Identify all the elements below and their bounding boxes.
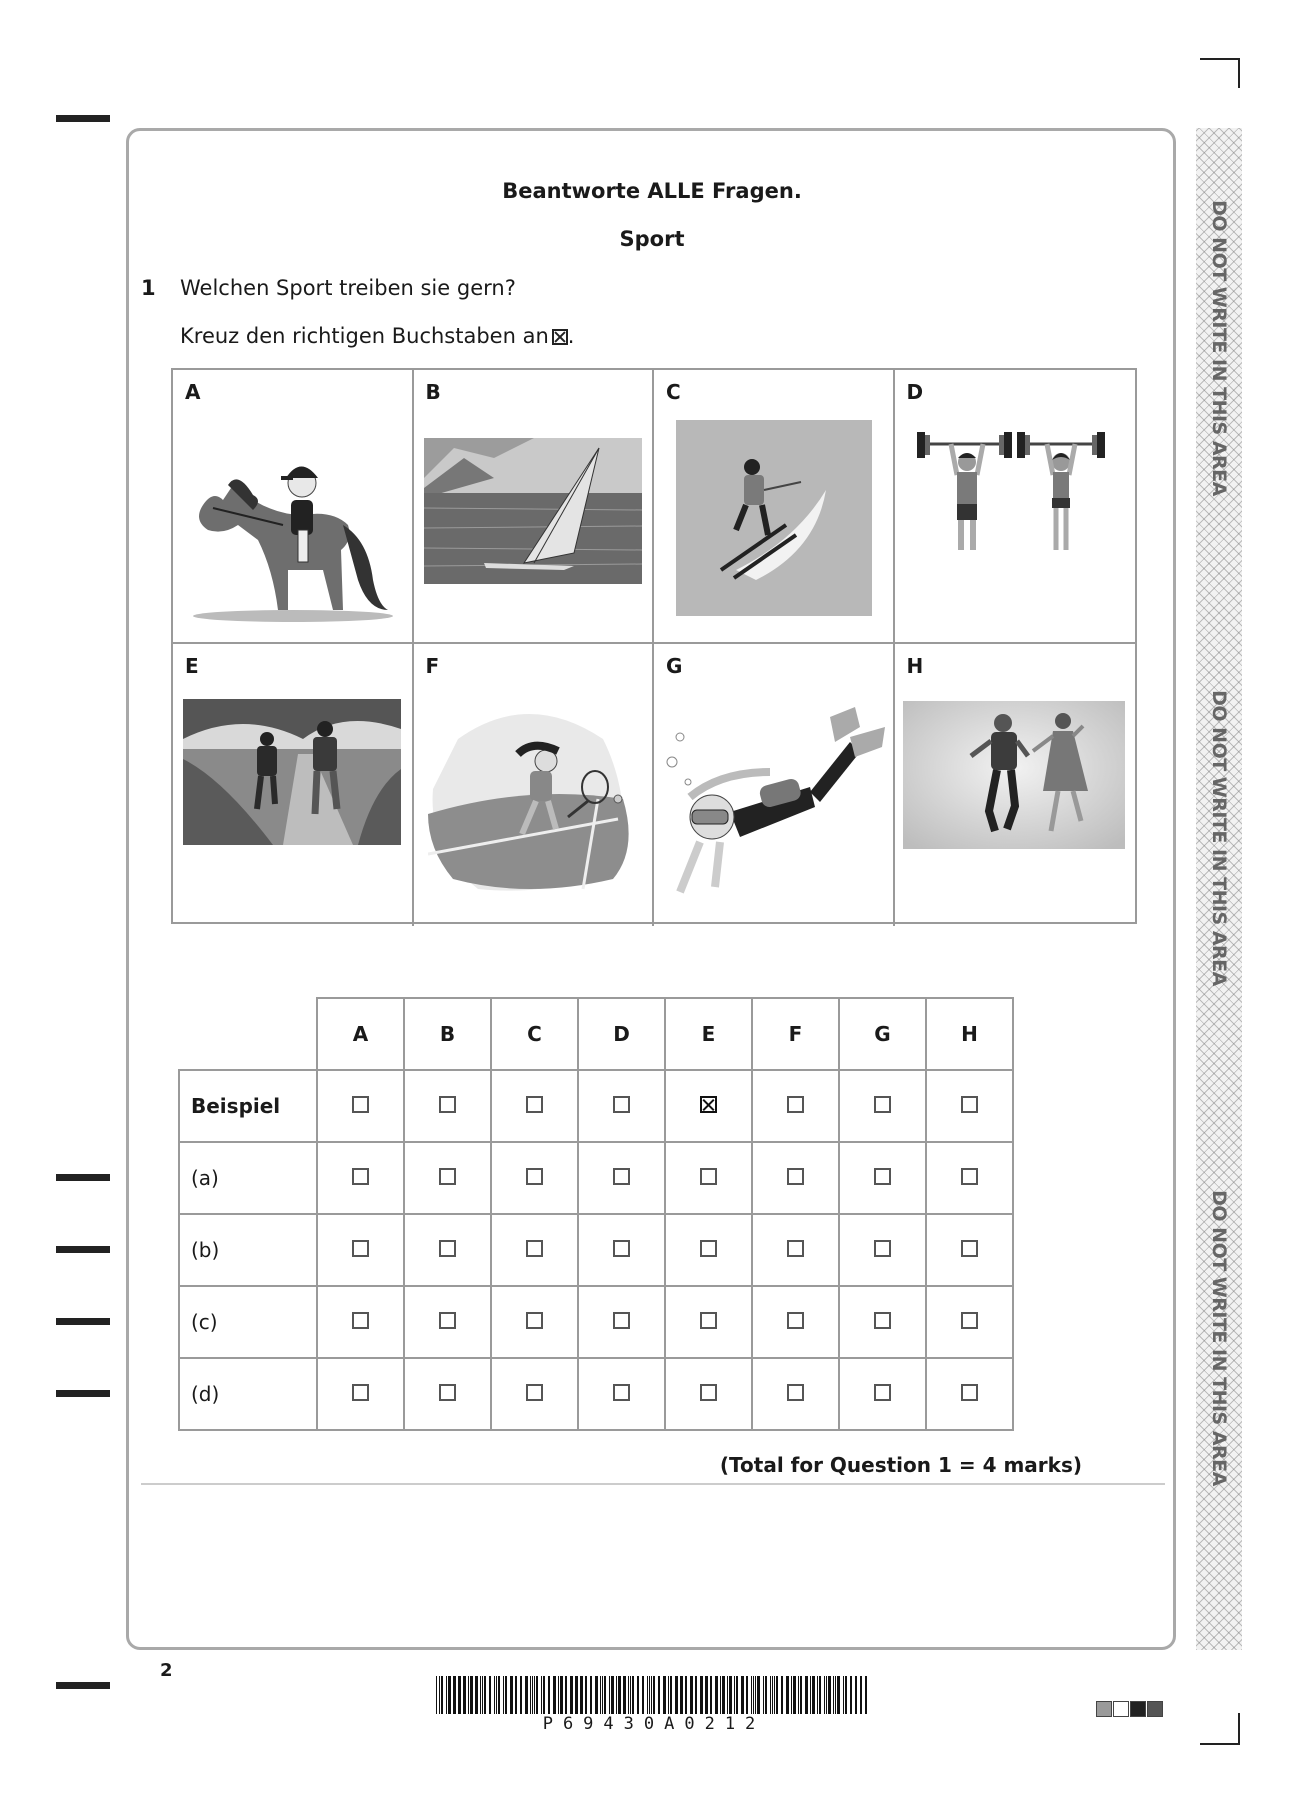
answer-cell [926,1358,1013,1430]
barcode-bar [642,1676,644,1714]
barcode-bar [503,1676,504,1714]
barcode-bar [470,1676,473,1714]
barcode-bar [616,1676,617,1714]
answer-cell [926,1070,1013,1142]
barcode-bar [510,1676,513,1714]
section-title: Sport [619,227,685,251]
barcode-bar [828,1676,831,1714]
barcode-bar [653,1676,655,1714]
barcode-bar [536,1676,538,1714]
question-instruction-text: Kreuz den richtigen Buchstaben an [180,324,549,348]
barcode-bar [800,1676,802,1714]
barcode-bar [670,1676,672,1714]
picture-cell-g [654,644,895,926]
barcode-bar [757,1676,760,1714]
picture-letter: E [185,654,199,678]
answer-cell [317,1142,404,1214]
barcode-bar [826,1676,827,1714]
answer-cell [665,1142,752,1214]
barcode-bar [439,1676,440,1714]
barcode-bar [772,1676,773,1714]
answer-cell [926,1142,1013,1214]
barcode-bar [741,1676,744,1714]
crossed-box-icon [552,329,568,345]
diving-icon [660,702,885,907]
barcode-bar [565,1676,567,1714]
barcode-bar [770,1676,771,1714]
question-instruction [180,324,574,348]
column-header: E [665,998,752,1070]
total-divider [141,1483,1165,1485]
barcode-bar [837,1676,840,1714]
answer-checkbox[interactable] [961,1096,978,1113]
barcode-bar [798,1676,799,1714]
answer-checkbox[interactable] [526,1168,543,1185]
column-header: C [491,998,578,1070]
barcode-bar [532,1676,533,1714]
answer-cell [317,1286,404,1358]
column-header: F [752,998,839,1070]
answer-cell [404,1286,491,1358]
answer-table [178,997,1014,1431]
barcode-bar [637,1676,639,1714]
barcode-bar [580,1676,583,1714]
marker-square [1113,1701,1129,1717]
picture-letter: H [906,654,924,678]
barcode-bar [722,1676,725,1714]
tennis-icon [428,699,638,894]
answer-cell [926,1286,1013,1358]
barcode-bar [611,1676,614,1714]
barcode-bar [763,1676,764,1714]
column-header: A [317,998,404,1070]
picture-cell-c [654,370,895,644]
barcode-bar [475,1676,478,1714]
answer-cell [404,1358,491,1430]
barcode-bar [553,1676,556,1714]
answer-cell [404,1070,491,1142]
barcode-bar [505,1676,507,1714]
barcode-bar [833,1676,834,1714]
barcode-bar [793,1676,796,1714]
answer-checkbox[interactable] [961,1312,978,1329]
answer-checkbox[interactable] [439,1096,456,1113]
answer-checkbox[interactable] [526,1096,543,1113]
answer-table-header-row [179,998,1013,1070]
answer-checkbox[interactable] [787,1240,804,1257]
barcode-bar [548,1676,550,1714]
skiing-icon [676,420,872,616]
barcode-bar [458,1676,461,1714]
column-header: H [926,998,1013,1070]
answer-cell [491,1358,578,1430]
barcode-bar [595,1676,598,1714]
barcode-text: P69430A0212 [542,1714,766,1734]
answer-cell [317,1070,404,1142]
barcode-bar [685,1676,687,1714]
crop-mark-top-right-h [1200,58,1240,60]
barcode-bar [448,1676,451,1714]
barcode-bar [541,1676,542,1714]
barcode-bar [817,1676,818,1714]
answer-cell [926,1214,1013,1286]
barcode-bar [819,1676,821,1714]
barcode-icon [436,1676,872,1714]
barcode-bar [727,1676,728,1714]
answer-table-corner [179,998,317,1070]
answer-row [179,1358,1013,1430]
answer-checkbox[interactable] [526,1312,543,1329]
answer-cell [752,1070,839,1142]
barcode-bar [520,1676,522,1714]
barcode-bar [468,1676,469,1714]
barcode-bar [774,1676,775,1714]
crop-mark-bottom-right-h [1200,1743,1240,1745]
barcode-bar [663,1676,666,1714]
marker-square [1130,1701,1146,1717]
dancing-icon [903,701,1125,849]
answer-cell [752,1214,839,1286]
barcode-bar [484,1676,486,1714]
barcode-bar [602,1676,603,1714]
answer-cell [317,1358,404,1430]
answer-checkbox[interactable] [700,1312,717,1329]
barcode-bar [498,1676,500,1714]
barcode-bar [515,1676,517,1714]
answer-checkbox[interactable] [874,1240,891,1257]
question-instruction-end: . [567,324,575,348]
side-tick [56,1174,110,1181]
answer-row-label: (b) [179,1214,317,1286]
barcode-bar [843,1676,844,1714]
answer-checkbox[interactable] [352,1096,369,1113]
barcode-bar [463,1676,466,1714]
barcode-bar [675,1676,678,1714]
answer-cell [839,1070,926,1142]
answer-cell [839,1286,926,1358]
barcode-bar [575,1676,578,1714]
answer-checkbox[interactable] [439,1240,456,1257]
barcode-bar [482,1676,483,1714]
picture-cell-a [173,370,414,644]
barcode-bar [855,1676,857,1714]
barcode-bar [446,1676,447,1714]
picture-cell-b [414,370,655,644]
answer-checkbox[interactable] [700,1240,717,1257]
barcode-bar [753,1676,754,1714]
barcode-bar [751,1676,752,1714]
answer-cell [752,1286,839,1358]
picture-letter: F [425,654,440,678]
side-tick [56,1682,110,1689]
answer-checkbox[interactable] [874,1312,891,1329]
answer-cell [578,1070,665,1142]
answer-checkbox[interactable] [352,1384,369,1401]
answer-cell [404,1142,491,1214]
answer-cell [404,1214,491,1286]
barcode-bar [647,1676,648,1714]
picture-letter: D [906,380,924,404]
answer-cell [752,1358,839,1430]
barcode-bar [824,1676,825,1714]
checked-box-icon[interactable] [700,1096,717,1113]
answer-checkbox[interactable] [613,1240,630,1257]
barcode-bar [558,1676,559,1714]
answer-cell [491,1214,578,1286]
barcode-bar [786,1676,789,1714]
picture-cell-f [414,644,655,926]
picture-letter: B [425,380,441,404]
answer-cell [665,1070,752,1142]
side-tick [56,1246,110,1253]
barcode-bar [543,1676,545,1714]
jogging-icon [183,699,401,845]
barcode-bar [710,1676,712,1714]
answer-row [179,1070,1013,1142]
barcode-bar [791,1676,792,1714]
barcode-bar [570,1676,573,1714]
barcode-bar [630,1676,631,1714]
barcode-bar [810,1676,811,1714]
answer-cell [317,1214,404,1286]
barcode-bar [812,1676,815,1714]
barcode-bar [690,1676,693,1714]
picture-letter: A [185,380,201,404]
barcode-bar [680,1676,683,1714]
barcode-bar [632,1676,634,1714]
barcode-bar [560,1676,563,1714]
answer-checkbox[interactable] [352,1168,369,1185]
barcode-bar [623,1676,626,1714]
answer-cell [752,1142,839,1214]
picture-cell-d [895,370,1136,644]
answer-checkbox[interactable] [874,1384,891,1401]
barcode-bar [494,1676,495,1714]
question-number: 1 [141,276,156,300]
horse-riding-icon [183,430,403,625]
barcode-bar [781,1676,783,1714]
barcode-bar [530,1676,531,1714]
barcode-bar [860,1676,862,1714]
answer-checkbox[interactable] [961,1240,978,1257]
answer-row [179,1214,1013,1286]
answer-checkbox[interactable] [787,1312,804,1329]
answer-cell [665,1358,752,1430]
answer-row [179,1142,1013,1214]
picture-grid [171,368,1137,924]
answer-checkbox[interactable] [613,1312,630,1329]
answer-checkbox[interactable] [352,1240,369,1257]
total-marks: (Total for Question 1 = 4 marks) [719,1453,1082,1477]
barcode-bar [705,1676,708,1714]
marker-square [1147,1701,1163,1717]
answer-checkbox[interactable] [613,1168,630,1185]
picture-cell-e [173,644,414,926]
answer-row-label: (c) [179,1286,317,1358]
barcode-bar [729,1676,732,1714]
barcode-bar [525,1676,528,1714]
answer-checkbox[interactable] [613,1384,630,1401]
answer-checkbox[interactable] [439,1312,456,1329]
answer-cell [578,1286,665,1358]
picture-letter: G [666,654,683,678]
barcode-bar [720,1676,721,1714]
answer-checkbox[interactable] [787,1168,804,1185]
barcode-bar [850,1676,852,1714]
column-header: B [404,998,491,1070]
picture-letter: C [666,380,681,404]
barcode-bar [441,1676,443,1714]
answer-cell [839,1358,926,1430]
column-header: G [839,998,926,1070]
barcode-bar [695,1676,697,1714]
crop-mark-bottom-right-v [1238,1713,1240,1745]
answer-checkbox[interactable] [700,1384,717,1401]
crop-mark-top-right-v [1238,58,1240,88]
answer-checkbox[interactable] [787,1096,804,1113]
barcode-bar [700,1676,703,1714]
barcode-bar [736,1676,738,1714]
barcode-bar [628,1676,629,1714]
answer-row-label: (a) [179,1142,317,1214]
answer-checkbox[interactable] [961,1168,978,1185]
answer-checkbox[interactable] [439,1384,456,1401]
barcode-bar [715,1676,718,1714]
answer-row-label: (d) [179,1358,317,1430]
answer-checkbox[interactable] [961,1384,978,1401]
question-prompt: Welchen Sport treiben sie gern? [180,276,516,300]
answer-cell [839,1214,926,1286]
exam-instruction: Beantworte ALLE Fragen. [502,179,802,203]
barcode-bar [496,1676,497,1714]
side-tick [56,115,110,122]
answer-checkbox[interactable] [700,1168,717,1185]
weightlifting-icon [917,430,1112,560]
answer-checkbox[interactable] [874,1096,891,1113]
do-not-write-margin: DO NOT WRITE IN THIS AREA DO NOT WRITE IN THIS AREA DO NOT WRITE IN THIS AREA [1196,128,1242,1650]
barcode-bar [618,1676,621,1714]
barcode-bar [585,1676,587,1714]
page-marker-squares [1096,1701,1163,1717]
barcode-bar [845,1676,847,1714]
answer-table-body [179,1070,1013,1430]
side-tick [56,1390,110,1397]
answer-checkbox[interactable] [526,1384,543,1401]
answer-cell [839,1142,926,1214]
barcode-bar [489,1676,491,1714]
barcode-bar [765,1676,767,1714]
marker-square [1096,1701,1112,1717]
answer-checkbox[interactable] [613,1096,630,1113]
answer-checkbox[interactable] [439,1168,456,1185]
barcode-bar [658,1676,660,1714]
barcode-bar [865,1676,867,1714]
side-tick [56,1318,110,1325]
barcode-bar [604,1676,606,1714]
barcode-bar [534,1676,535,1714]
answer-checkbox[interactable] [526,1240,543,1257]
answer-row-label: Beispiel [179,1070,317,1142]
picture-cell-h [895,644,1136,926]
barcode-bar [453,1676,456,1714]
barcode-bar [776,1676,778,1714]
answer-cell [491,1142,578,1214]
barcode-bar [609,1676,610,1714]
answer-row [179,1286,1013,1358]
answer-cell [665,1286,752,1358]
barcode-bar [600,1676,601,1714]
answer-cell [665,1214,752,1286]
answer-cell [491,1286,578,1358]
answer-checkbox[interactable] [352,1312,369,1329]
answer-cell [578,1214,665,1286]
answer-cell [578,1358,665,1430]
barcode-bar [436,1676,437,1714]
barcode-bar [746,1676,748,1714]
barcode-bar [651,1676,652,1714]
barcode-bar [755,1676,756,1714]
answer-checkbox[interactable] [787,1384,804,1401]
barcode-bar [835,1676,836,1714]
answer-cell [491,1070,578,1142]
barcode-bar [668,1676,669,1714]
column-header: D [578,998,665,1070]
barcode-bar [590,1676,592,1714]
answer-cell [578,1142,665,1214]
barcode-bar [480,1676,481,1714]
page-number: 2 [160,1660,173,1681]
barcode-bar [734,1676,735,1714]
windsurfing-icon [424,438,642,584]
answer-checkbox[interactable] [874,1168,891,1185]
barcode-bar [805,1676,808,1714]
barcode-bar [649,1676,650,1714]
